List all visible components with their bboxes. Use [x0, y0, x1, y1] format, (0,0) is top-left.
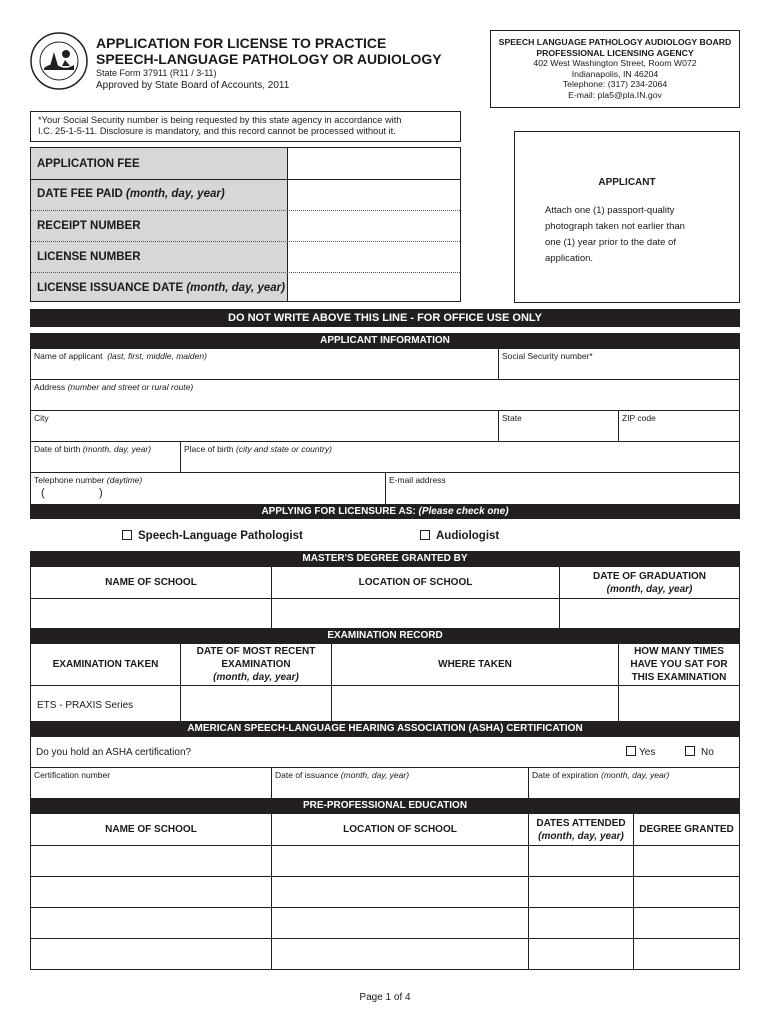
ssn-cell[interactable] — [498, 348, 740, 380]
photo-box[interactable] — [514, 131, 740, 303]
license-number-label: LICENSE NUMBER — [37, 251, 141, 263]
slp-label: Speech-Language Pathologist — [138, 530, 303, 542]
license-issuance-text: LICENSE ISSUANCE DATE — [37, 282, 184, 294]
license-issuance-label — [37, 282, 285, 294]
asha-header: AMERICAN SPEECH-LANGUAGE HEARING ASSOCIATION (ASHA) CERTIFICATION — [30, 721, 740, 736]
preprof-header: PRE-PROFESSIONAL EDUCATION — [30, 798, 740, 813]
city-label: City — [34, 413, 49, 423]
preprof-dates-cell[interactable] — [528, 907, 634, 939]
city-input[interactable] — [35, 425, 490, 440]
name-cell[interactable] — [30, 348, 499, 380]
exam-col-times-line3: THIS EXAMINATION — [631, 672, 727, 683]
preprof-dates-cell[interactable] — [528, 845, 634, 877]
date-fee-paid-label — [37, 188, 225, 200]
asha-yes-checkbox[interactable] — [626, 746, 636, 756]
asha-question-row — [30, 736, 740, 768]
asha-expiration-hint: (month, day, year) — [601, 770, 670, 780]
licensure-header-text: APPLYING FOR LICENSURE AS: — [261, 506, 416, 517]
exam-col-times-line1: HOW MANY TIMES — [634, 646, 724, 657]
asha-cert-number-cell[interactable] — [30, 767, 272, 799]
ssn-input[interactable] — [503, 363, 733, 378]
agency-box — [490, 30, 740, 108]
office-row-divider-4 — [31, 272, 460, 273]
preprof-degree-cell[interactable] — [633, 845, 740, 877]
email-label: E-mail address — [389, 475, 446, 485]
asha-issuance-text: Date of issuance — [275, 770, 339, 780]
masters-col-date — [559, 566, 740, 599]
office-row-divider-3 — [31, 241, 460, 242]
exam-header: EXAMINATION RECORD — [30, 628, 740, 643]
pob-cell[interactable] — [180, 441, 740, 473]
masters-date-cell[interactable] — [559, 598, 740, 629]
licensure-header — [30, 504, 740, 519]
name-label-text: Name of applicant — [34, 351, 103, 361]
exam-times-cell[interactable] — [618, 685, 740, 722]
dob-cell[interactable] — [30, 441, 181, 473]
zip-label: ZIP code — [622, 413, 656, 423]
photo-line3: one (1) year prior to the date of — [545, 237, 676, 248]
asha-issuance-input[interactable] — [276, 782, 524, 797]
preprof-school-cell[interactable] — [30, 876, 272, 908]
address-input[interactable] — [35, 394, 735, 409]
exam-where-input[interactable] — [336, 697, 614, 712]
address-cell[interactable] — [30, 379, 740, 411]
asha-no-option[interactable] — [685, 746, 714, 758]
form-title-line2: SPEECH-LANGUAGE PATHOLOGY OR AUDIOLOGY — [96, 51, 442, 67]
approved-text: Approved by State Board of Accounts, 2011 — [96, 80, 290, 91]
address-label-text: Address — [34, 382, 66, 392]
agency-board: SPEECH LANGUAGE PATHOLOGY AUDIOLOGY BOARD — [498, 37, 732, 47]
masters-location-input[interactable] — [276, 607, 554, 622]
applicant-info-header: APPLICANT INFORMATION — [30, 333, 740, 348]
preprof-col-location: LOCATION OF SCHOOL — [271, 813, 529, 846]
office-labels-panel — [31, 148, 288, 301]
asha-issuance-cell[interactable] — [271, 767, 529, 799]
photo-title: APPLICANT — [598, 177, 656, 188]
asha-no-checkbox[interactable] — [685, 746, 695, 756]
preprof-school-cell[interactable] — [30, 938, 272, 970]
preprof-location-cell[interactable] — [271, 938, 529, 970]
masters-col-location: LOCATION OF SCHOOL — [271, 566, 560, 599]
zip-cell[interactable] — [618, 410, 740, 442]
ssn-notice-line1: *Your Social Security number is being requested by this state agency in accordance with — [38, 115, 402, 125]
preprof-col-dates — [528, 813, 634, 846]
preprof-location-cell[interactable] — [271, 876, 529, 908]
ssn-label: Social Security number* — [502, 351, 593, 361]
licensure-option-slp[interactable] — [122, 530, 303, 542]
preprof-col-dates-text: DATES ATTENDED — [536, 817, 626, 829]
name-label-hint: (last, first, middle, maiden) — [107, 351, 207, 361]
office-row-divider-2 — [31, 210, 460, 211]
exam-col-taken: EXAMINATION TAKEN — [30, 643, 181, 686]
licensure-header-hint: (Please check one) — [418, 506, 509, 517]
application-fee-input[interactable] — [293, 156, 453, 174]
licensure-option-audiologist[interactable] — [420, 530, 499, 542]
phone-label-hint: (daytime) — [106, 475, 143, 485]
asha-cert-number-input[interactable] — [35, 782, 267, 797]
phone-paren-open: ( — [41, 487, 45, 499]
masters-header: MASTER'S DEGREE GRANTED BY — [30, 551, 740, 566]
state-input[interactable] — [503, 425, 613, 440]
agency-city: Indianapolis, IN 46204 — [571, 68, 659, 79]
preprof-col-school: NAME OF SCHOOL — [30, 813, 272, 846]
asha-yes-option[interactable] — [626, 746, 655, 758]
photo-line4: application. — [545, 253, 594, 264]
pob-label-text: Place of birth — [184, 444, 234, 454]
preprof-col-dates-hint: (month, day, year) — [538, 830, 624, 842]
state-cell[interactable] — [498, 410, 619, 442]
address-label — [34, 382, 193, 392]
masters-school-cell[interactable] — [30, 598, 272, 629]
application-fee-label: APPLICATION FEE — [37, 158, 140, 170]
address-label-hint: (number and street or rural route) — [67, 382, 194, 392]
exam-col-date — [180, 643, 332, 686]
preprof-degree-cell[interactable] — [633, 876, 740, 908]
exam-col-where: WHERE TAKEN — [331, 643, 619, 686]
exam-times-input[interactable] — [623, 697, 735, 712]
phone-paren-close: ) — [99, 487, 103, 499]
state-label: State — [502, 413, 522, 423]
dob-input[interactable] — [35, 456, 175, 471]
audiologist-checkbox[interactable] — [420, 530, 430, 540]
dob-label-hint: (month, day, year) — [82, 444, 152, 454]
asha-expiration-input[interactable] — [533, 782, 733, 797]
office-use-banner: DO NOT WRITE ABOVE THIS LINE - FOR OFFICE USE ONLY — [30, 309, 740, 327]
name-input[interactable] — [35, 363, 490, 378]
page-number: Page 1 of 4 — [359, 992, 411, 1003]
asha-issuance-label — [275, 770, 409, 780]
zip-input[interactable] — [623, 425, 733, 440]
pob-input[interactable] — [185, 456, 735, 471]
masters-date-input[interactable] — [564, 607, 734, 622]
asha-question: Do you hold an ASHA certification? — [36, 747, 192, 758]
date-fee-paid-input[interactable] — [293, 186, 453, 204]
date-fee-paid-text: DATE FEE PAID — [37, 188, 123, 200]
asha-expiration-label — [532, 770, 669, 780]
exam-col-date-line1: DATE OF MOST RECENT — [196, 646, 316, 657]
office-use-box — [30, 147, 461, 302]
email-input[interactable] — [390, 488, 730, 502]
pob-label — [184, 444, 332, 454]
asha-yes-label: Yes — [639, 747, 656, 758]
date-fee-paid-hint: (month, day, year) — [126, 188, 225, 200]
email-cell[interactable] — [385, 472, 740, 505]
photo-line2: photograph taken not earlier than — [545, 221, 685, 232]
preprof-dates-cell[interactable] — [528, 938, 634, 970]
dob-label — [34, 444, 151, 454]
exam-row-praxis — [30, 685, 181, 722]
phone-label — [34, 475, 142, 485]
phone-label-text: Telephone number — [34, 475, 105, 485]
phone-input[interactable] — [111, 488, 371, 502]
preprof-location-cell[interactable] — [271, 845, 529, 877]
agency-email: E-mail: pla5@pla.IN.gov — [568, 89, 662, 100]
exam-col-times — [618, 643, 740, 686]
license-issuance-hint: (month, day, year) — [186, 282, 285, 294]
exam-date-cell[interactable] — [180, 685, 332, 722]
asha-cert-number-label: Certification number — [34, 770, 111, 780]
pob-label-hint: (city and state or country) — [236, 444, 332, 454]
receipt-number-input[interactable] — [293, 217, 453, 235]
form-number: State Form 37911 (R11 / 3-11) — [96, 68, 217, 78]
exam-col-date-hint: (month, day, year) — [213, 672, 299, 683]
asha-no-label: No — [701, 747, 714, 758]
exam-where-cell[interactable] — [331, 685, 619, 722]
preprof-school-cell[interactable] — [30, 907, 272, 939]
preprof-degree-cell[interactable] — [633, 907, 740, 939]
ssn-notice-line2: I.C. 25-1-5-11. Disclosure is mandatory, and this record cannot be processed without it. — [38, 126, 396, 136]
exam-praxis-label: ETS - PRAXIS Series — [37, 700, 134, 711]
state-seal — [30, 32, 88, 90]
preprof-school-cell[interactable] — [30, 845, 272, 877]
asha-expiration-cell[interactable] — [528, 767, 740, 799]
asha-issuance-hint: (month, day, year) — [340, 770, 410, 780]
exam-col-times-line2: HAVE YOU SAT FOR — [630, 659, 728, 670]
audiologist-label: Audiologist — [436, 530, 500, 542]
exam-date-input[interactable] — [185, 697, 327, 712]
license-number-input[interactable] — [293, 248, 453, 266]
masters-school-input[interactable] — [35, 607, 265, 622]
agency-phone: Telephone: (317) 234-2064 — [562, 79, 668, 89]
name-label — [34, 351, 207, 361]
exam-col-date-line2: EXAMINATION — [221, 659, 291, 670]
phone-cell[interactable] — [30, 472, 386, 505]
preprof-location-cell[interactable] — [271, 907, 529, 939]
form-title-line1: APPLICATION FOR LICENSE TO PRACTICE — [96, 35, 387, 51]
receipt-number-label: RECEIPT NUMBER — [37, 220, 141, 232]
agency-street: 402 West Washington Street, Room W072 — [533, 58, 697, 68]
masters-col-date-text: DATE OF GRADUATION — [593, 570, 706, 582]
masters-location-cell[interactable] — [271, 598, 560, 629]
dob-label-text: Date of birth — [34, 444, 81, 454]
ssn-notice — [30, 111, 461, 142]
slp-checkbox[interactable] — [122, 530, 132, 540]
masters-col-date-hint: (month, day, year) — [606, 583, 693, 595]
office-row-divider-1 — [31, 179, 460, 180]
agency-name: PROFESSIONAL LICENSING AGENCY — [536, 47, 694, 58]
preprof-dates-cell[interactable] — [528, 876, 634, 908]
preprof-col-degree: DEGREE GRANTED — [633, 813, 740, 846]
photo-instructions — [545, 203, 685, 267]
photo-line1: Attach one (1) passport-quality — [545, 205, 675, 216]
city-cell[interactable] — [30, 410, 499, 442]
masters-col-school: NAME OF SCHOOL — [30, 566, 272, 599]
license-issuance-input[interactable] — [293, 279, 453, 297]
preprof-degree-cell[interactable] — [633, 938, 740, 970]
asha-expiration-text: Date of expiration — [532, 770, 599, 780]
seal-icon — [30, 32, 88, 90]
